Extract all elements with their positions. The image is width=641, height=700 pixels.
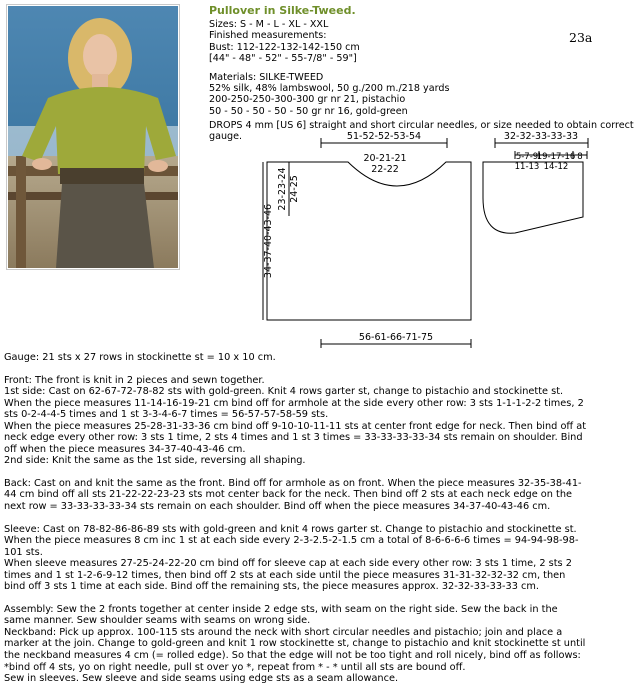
garment-schematic (255, 126, 635, 348)
assembly-line: Sew in sleeves. Sew sleeve and side seams using edge sts as a seam allowance. (4, 673, 399, 685)
front-line: 2nd side: Knit the same as the 1st side, reversing all shaping. (4, 455, 306, 467)
fiber-content: 52% silk, 48% lambswool, 50 g./200 m./218 yards (209, 83, 450, 95)
model-photo-image (8, 6, 178, 268)
assembly-line: Neckband: Pick up approx. 100-115 sts around the neck with short circular needles and pistachio; join and place a (4, 626, 563, 638)
sleeve-section (4, 524, 636, 593)
neck-width-label: 51-52-52-53-54 (346, 131, 422, 142)
model-photo-frame (6, 4, 180, 270)
sizes-text: Sizes: S - M - L - XL - XXL (209, 19, 329, 31)
front-line: When the piece measures 11-14-16-19-21 cm bind off for armhole at the side every other row: 3 sts 1-1-1-2-2 times, 2 (4, 397, 584, 409)
bust-measurement: Bust: 112-122-132-142-150 cm (209, 41, 360, 53)
sleeve-line: 101 sts. (4, 546, 43, 558)
length-label: 34-37-40-43-46 (263, 203, 274, 279)
sleeve-line: bind off 3 sts 1 time at each side. Bind off the remaining sts, the piece measures approx. 32-32-33-33-33 cm. (4, 581, 540, 593)
sleeve-line: times and 1 st 1-2-6-9-12 times, then bind off 2 sts at each side until the piece measures 31-31-32-32-32 cm, then (4, 569, 566, 581)
needles-text: DROPS 4 mm [US 6] straight and short circular needles, or size needed to obtain correct gauge. (209, 119, 634, 143)
assembly-line: Assembly: Sew the 2 fronts together at center inside 2 edge sts, with seam on the right side. Sew the back in the (4, 603, 558, 615)
schematic-sleeve-outline (483, 162, 583, 233)
sleeve-a-label: 5-7-9 (515, 152, 539, 162)
front-line: off when the piece measures 34-37-40-43-46 cm. (4, 443, 246, 455)
finished-measurements-label: Finished measurements: (209, 30, 327, 42)
sleeve-b-label-2: 14-12 (543, 162, 569, 172)
cuff-label: 8 (577, 152, 583, 162)
sleeve-a-label-2: 11-13 (514, 162, 540, 172)
front-line: 1st side: Cast on 62-67-72-78-82 sts with gold-green. Knit 4 rows garter st, change to pistachio and stockinette st. (4, 386, 564, 398)
back-section (4, 478, 636, 513)
materials-label: Materials: SILKE-TWEED (209, 72, 324, 84)
model-photo (8, 6, 178, 268)
pattern-number: 23a (569, 30, 593, 45)
front-line: neck edge every other row: 3 sts 1 time, 2 sts 4 times and 1 st 3 times = 33-33-33-33-34 sts remain on shoulder. Bind (4, 432, 583, 444)
back-line: 44 cm bind off all sts 21-22-22-23-23 sts mot center back for the neck. Then bind off 2 sts at each neck edge on the (4, 489, 573, 501)
sleeve-line: When the piece measures 8 cm inc 1 st at each side every 2-3-2.5-2-1.5 cm a total of 8-6-6-6-6 times = 94-94-98-98- (4, 535, 579, 547)
armhole-label-b: 24-25 (289, 175, 300, 203)
assembly-line: same manner. Sew shoulder seams with seams on wrong side. (4, 615, 311, 627)
back-line: next row = 33-33-33-33-34 sts remain on each shoulder. Bind off when the piece measures 34-37-40-43-46 cm. (4, 501, 551, 513)
bust-inches: [44" - 48" - 52" - 55-7/8" - 59"] (209, 52, 357, 64)
assembly-section (4, 604, 636, 685)
front-line: Front: The front is knit in 2 pieces and sewn together. (4, 374, 265, 386)
back-line: Back: Cast on and knit the same as the front. Bind off for armhole as on front. When the piece measures 32-35-38-41- (4, 477, 582, 489)
neck-front-label: 20-21-21 (363, 153, 407, 164)
instructions (4, 352, 636, 685)
sleeve-top-label: 32-32-33-33-33 (503, 131, 579, 142)
yarn-gold-green: 50 - 50 - 50 - 50 - 50 gr nr 16, gold-green (209, 105, 408, 117)
armhole-label-a: 23-23-24 (277, 167, 288, 211)
assembly-line: the neckband measures 4 cm (= rolled edge). So that the edge will not be too tight and roll nicely, bind off as follows: (4, 650, 581, 662)
pattern-info (209, 5, 634, 142)
pattern-title: Pullover in Silke-Tweed. (209, 4, 356, 17)
front-section (4, 375, 636, 467)
sleeve-line: Sleeve: Cast on 78-82-86-86-89 sts with gold-green and knit 4 rows garter st. Change to pistachio and stockinette st. (4, 523, 577, 535)
bottom-width-label: 56-61-66-71-75 (358, 332, 434, 343)
sleeve-b-label: 19-17-16 (536, 152, 576, 162)
gauge-text: Gauge: 21 sts x 27 rows in stockinette st = 10 x 10 cm. (4, 352, 276, 363)
assembly-line: marker at the join. Change to gold-green and knit 1 row stockinette st, change to pistachio and knit stockinette st until (4, 638, 586, 650)
assembly-line: *bind off 4 sts, yo on right needle, pull st over yo *, repeat from * - * until all sts are bound off. (4, 661, 466, 673)
sleeve-line: When sleeve measures 27-25-24-22-20 cm bind off for sleeve cap at each side every other row: 3 sts 1 time, 2 sts 2 (4, 558, 572, 570)
neck-front-label-2: 22-22 (371, 164, 399, 175)
front-line: sts 0-2-4-4-5 times and 1 st 3-3-4-6-7 times = 56-57-57-58-59 sts. (4, 409, 329, 421)
yarn-pistachio: 200-250-250-300-300 gr nr 21, pistachio (209, 94, 406, 106)
front-line: When the piece measures 25-28-31-33-36 cm bind off 9-10-10-11-11 sts at center front edge for neck. Then bind off at (4, 420, 587, 432)
